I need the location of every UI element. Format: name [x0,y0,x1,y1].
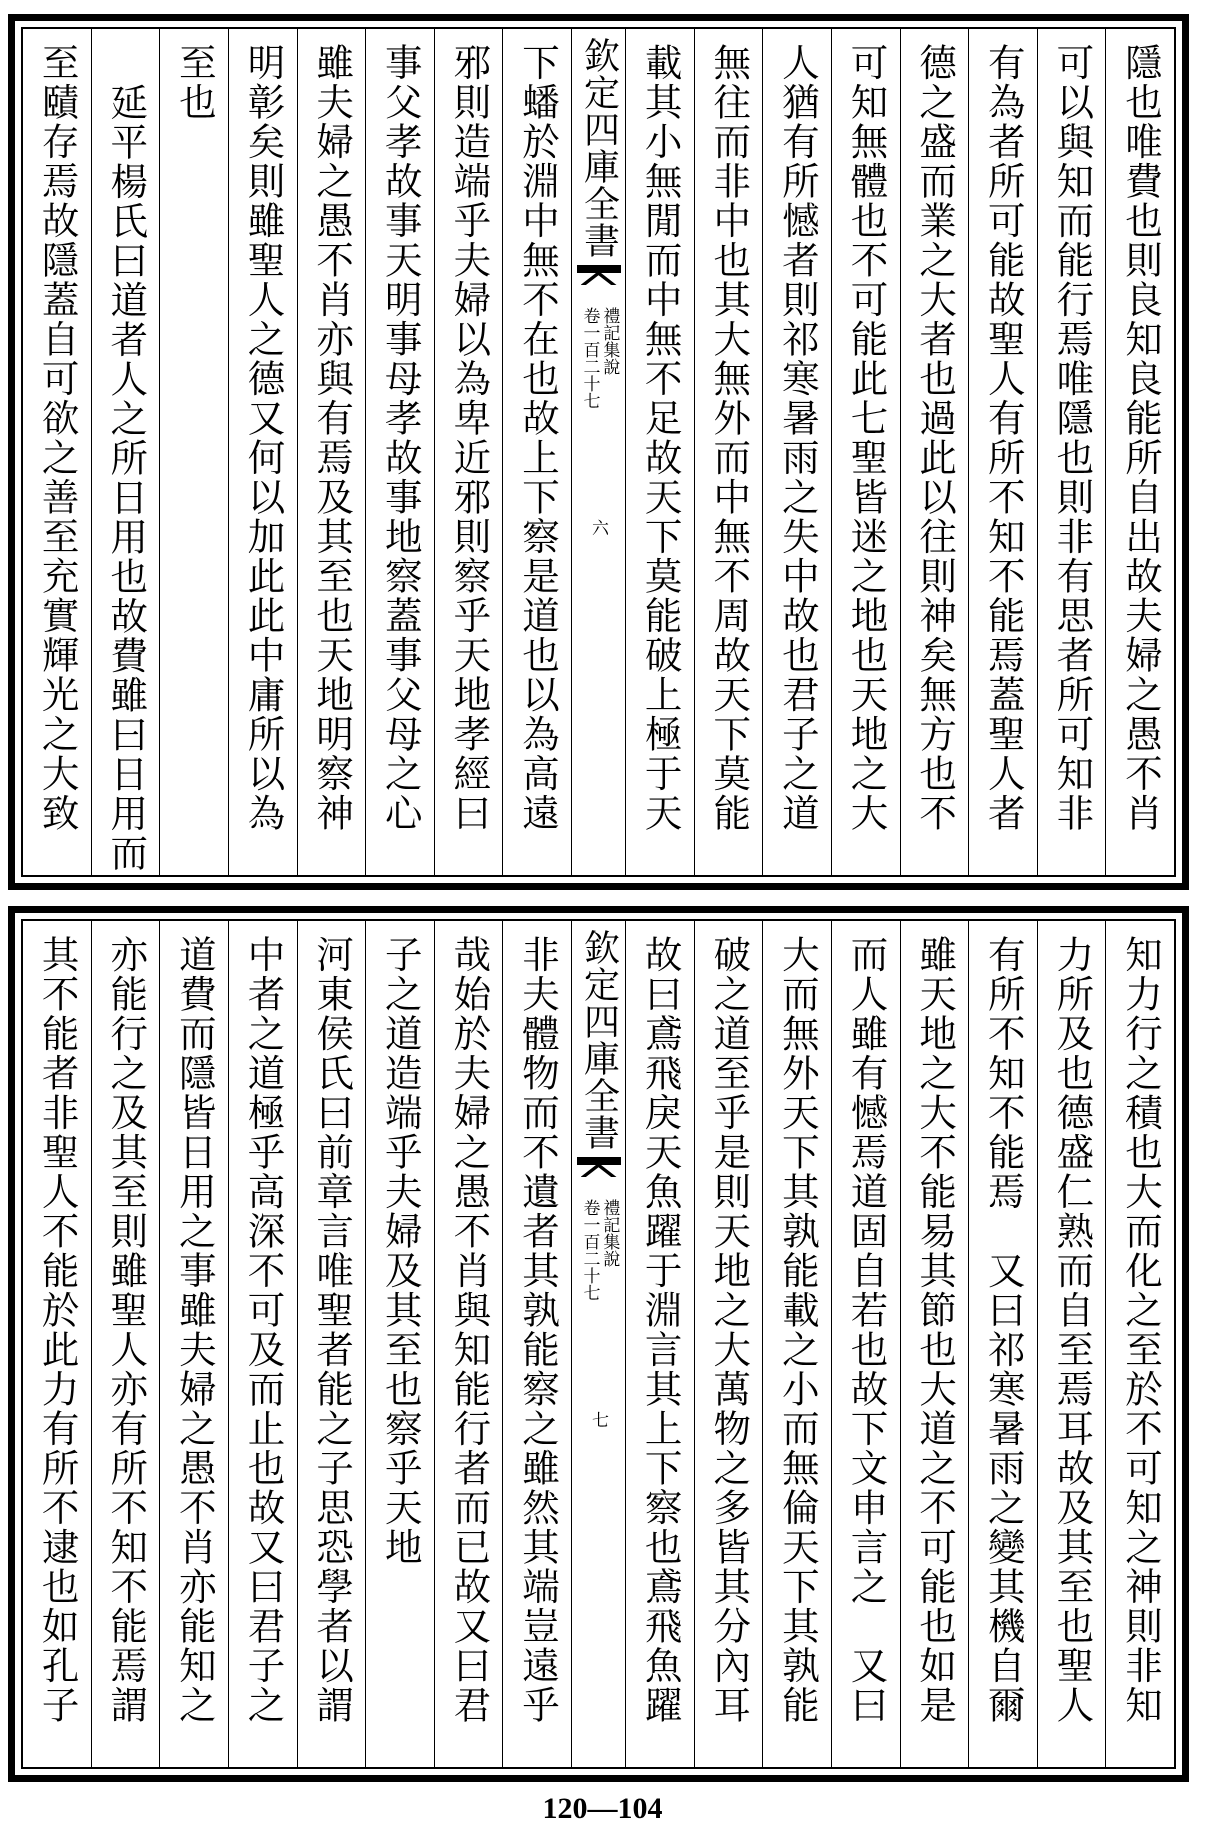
page-number: 七 [588,1411,608,1428]
text-column: 亦能行之及其至則雖聖人亦有所不知不能焉謂 [91,921,160,1767]
book-title: 欽定四庫全書 [578,37,620,259]
text-column: 有為者所可能故聖人有所不知不能焉蓋聖人者 [968,29,1037,875]
chapter-info [580,307,618,409]
text-column: 道費而隱皆日用之事雖夫婦之愚不肖亦能知之 [159,921,228,1767]
text-column: 至也 [159,29,228,875]
text-column: 無往而非中也其大無外而中無不周故天下莫能 [694,29,763,875]
text-column: 事父孝故事天明事母孝故事地察蓋事父母之心 [365,29,434,875]
text-column: 隱也唯費也則良知良能所自出故夫婦之愚不肖 [1105,29,1174,875]
volume-label: 卷一百二十七 [579,1199,600,1301]
text-column: 德之盛而業之大者也過此以往則神矣無方也不 [900,29,969,875]
text-column: 明彰矣則雖聖人之德又何以加此此中庸所以為 [228,29,297,875]
text-column: 非夫體物而不遺者其孰能察之雖然其端豈遠乎 [502,921,571,1767]
text-column: 下蟠於淵中無不在也故上下察是道也以為高遠 [502,29,571,875]
text-column: 邪則造端乎夫婦以為卑近邪則察乎天地孝經曰 [434,29,503,875]
volume-label: 卷一百二十七 [579,307,600,409]
text-column: 子之道造端乎夫婦及其至也察乎天地 [365,921,434,1767]
text-column: 大而無外天下其孰能載之小而無倫天下其孰能 [762,921,831,1767]
top-page-frame [21,27,1176,877]
text-column: 河東侯氏曰前章言唯聖者能之子思恐學者以謂 [297,921,366,1767]
text-column: 故曰鳶飛戾天魚躍于淵言其上下察也鳶飛魚躍 [625,921,694,1767]
fish-tail-mark-icon [577,265,621,285]
bottom-page-frame [21,919,1176,1769]
book-name: 禮記集說 [599,307,620,375]
text-column: 雖天地之大不能易其節也大道之不可能也如是 [900,921,969,1767]
chapter-info [580,1199,618,1301]
bottom-page [8,906,1189,1782]
text-column: 雖夫婦之愚不肖亦與有焉及其至也天地明察神 [297,29,366,875]
text-column: 其不能者非聖人不能於此力有所不逮也如孔子 [35,935,80,1725]
text-column: 有所不知不能焉 又曰祁寒暑雨之變其機自爾 [968,921,1037,1767]
text-column: 力所及也德盛仁熟而自至焉耳故及其至也聖人 [1037,921,1106,1767]
text-column: 可知無體也不可能此七聖皆迷之地也天地之大 [831,29,900,875]
text-column: 可以與知而能行焉唯隱也則非有思者所可知非 [1037,29,1106,875]
book-title: 欽定四庫全書 [578,929,620,1151]
text-column: 人猶有所憾者則祁寒暑雨之失中故也君子之道 [762,29,831,875]
text-column: 哉始於夫婦之愚不肖與知能行者而已故又曰君 [434,921,503,1767]
top-page [8,14,1189,890]
book-name: 禮記集說 [599,1199,620,1267]
text-column: 而人雖有憾焉道固自若也故下文申言之 又曰 [831,921,900,1767]
page-number: 六 [588,519,608,536]
fish-tail-mark-icon [577,1157,621,1177]
text-column: 知力行之積也大而化之至於不可知之神則非知 [1105,921,1174,1767]
text-column: 延平楊氏曰道者人之所日用也故費雖曰日用而 [91,29,160,875]
center-fold [571,921,625,1767]
text-column: 破之道至乎是則天地之大萬物之多皆其分內耳 [694,921,763,1767]
page-footer-number: 120—104 [542,1792,663,1825]
text-column: 載其小無閒而中無不足故天下莫能破上極于天 [625,29,694,875]
center-fold [571,29,625,875]
text-column: 至賾存焉故隱蓋自可欲之善至充實輝光之大致 [35,43,80,833]
text-column: 中者之道極乎高深不可及而止也故又曰君子之 [228,921,297,1767]
